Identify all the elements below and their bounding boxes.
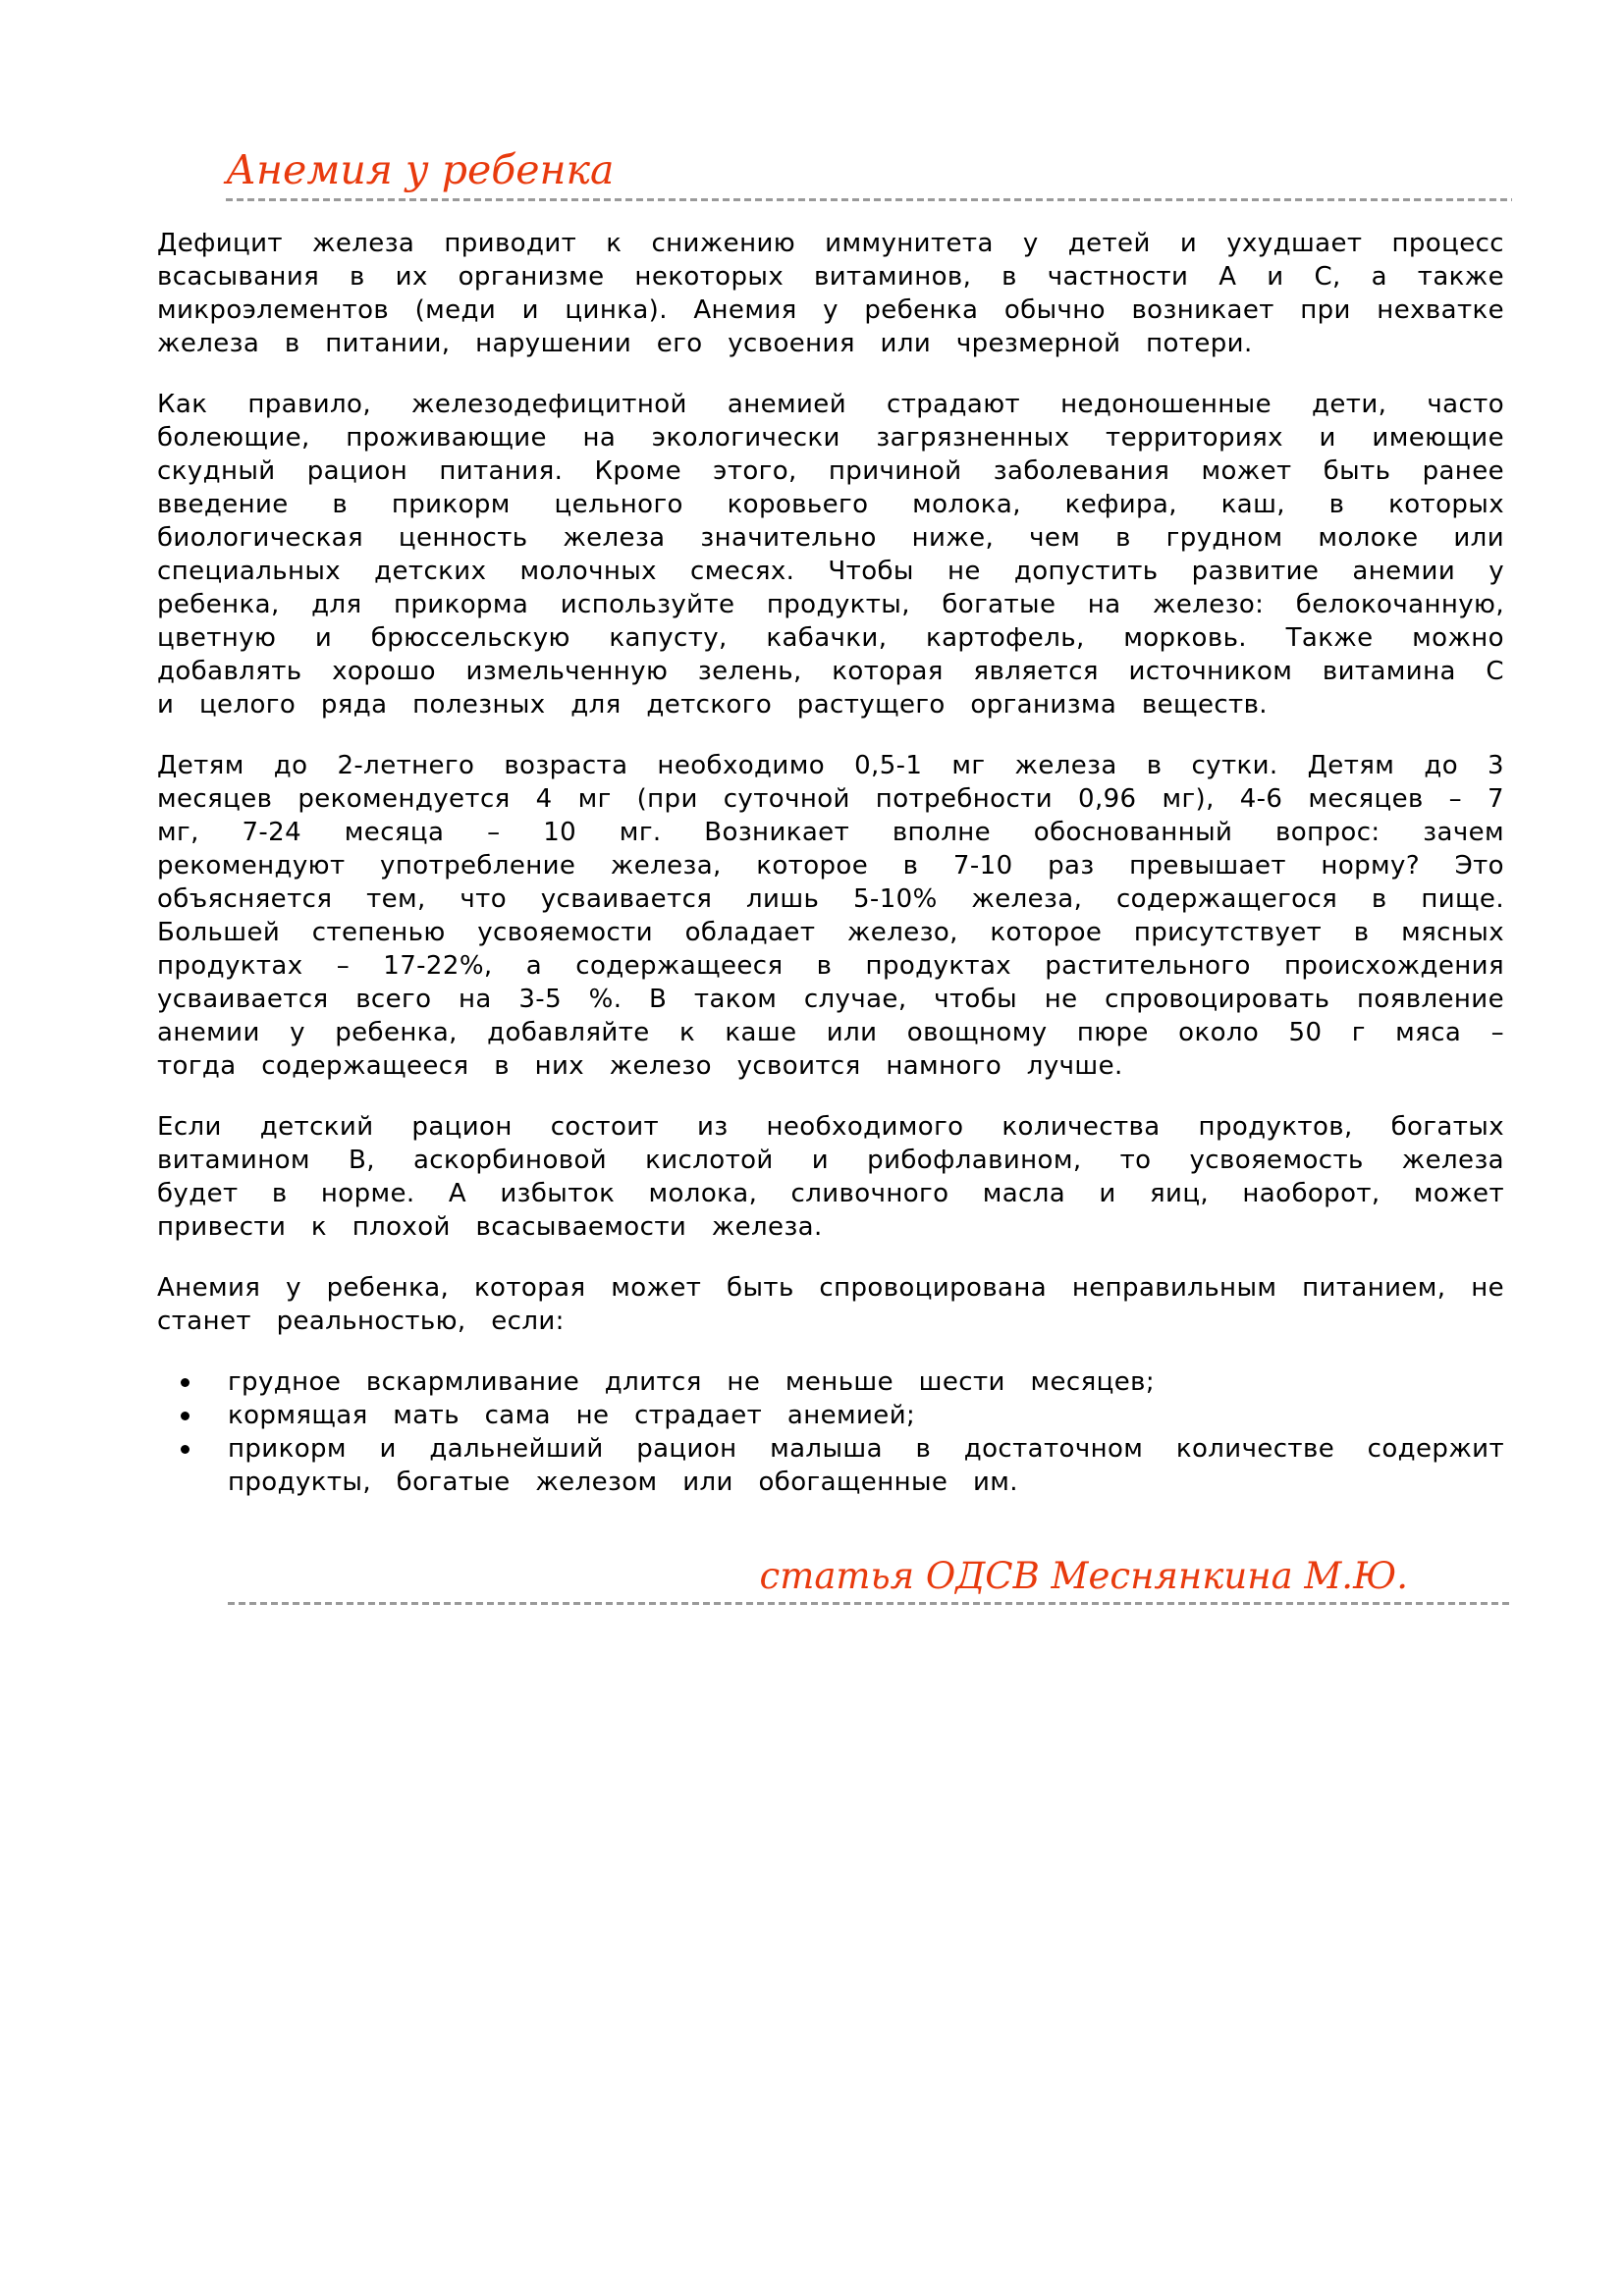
bullet-item (157, 1399, 1504, 1432)
bullet-dot-icon (181, 1412, 189, 1420)
bullet-item-text: кормящая мать сама не страдает анемией; (228, 1401, 916, 1430)
page-title: Анемия у ребенка (226, 146, 615, 193)
bullet-list (157, 1365, 1504, 1499)
title-underline-rule (226, 198, 1512, 201)
bullet-item (157, 1432, 1504, 1499)
author-signature: статья ОДСВ Меснянкина М.Ю. (759, 1555, 1408, 1597)
bullet-dot-icon (181, 1378, 189, 1387)
article-body (157, 227, 1504, 1499)
paragraph-5: Анемия у ребенка, которая может быть спровоцирована неправильным питанием, не станет реальностью, если: (157, 1273, 1504, 1336)
title-block (226, 143, 1512, 201)
paragraph-1: Дефицит железа приводит к снижению иммунитета у детей и ухудшает процесс всасывания в их организме некоторых витаминов, в частности А и С, а также микроэлементов (меди и цинка). Анемия у ребенка обычно возникает при нехватке железа в питании, нарушении его усвоения или чрезмерной потери. (157, 229, 1504, 358)
paragraph-2: Как правило, железодефицитной анемией страдают недоношенные дети, часто болеющие, проживающие на экологически загрязненных территориях и имеющие скудный рацион питания. Кроме этого, причиной заболевания может быть ранее введение в прикорм цельного коровьего молока, кефира, каш, в которых биологическая ценность железа значительно ниже, чем в грудном молоке или специальных детских молочных смесях. Чтобы не допустить развитие анемии у ребенка, для прикорма используйте продукты, богатые на железо: белокочанную, цветную и брюссельскую капусту, кабачки, картофель, морковь. Также можно добавлять хорошо измельченную зелень, которая является источником витамина С и целого ряда полезных для детского растущего организма веществ. (157, 390, 1504, 720)
paragraph-4: Если детский рацион состоит из необходимого количества продуктов, богатых витамином В, аскорбиновой кислотой и рибофлавином, то усвояемость железа будет в норме. А избыток молока, сливочного масла и яиц, наоборот, может привести к плохой всасываемости железа. (157, 1112, 1504, 1242)
signature-block (228, 1553, 1512, 1605)
bullet-item (157, 1365, 1504, 1399)
paragraph-3: Детям до 2-летнего возраста необходимо 0,5-1 мг железа в сутки. Детям до 3 месяцев рекомендуется 4 мг (при суточной потребности 0,96 мг), 4-6 месяцев – 7 мг, 7-24 месяца – 10 мг. Возникает вполне обоснованный вопрос: зачем рекомендуют употребление железа, которое в 7-10 раз превышает норму? Это объясняется тем, что усваивается лишь 5-10% железа, содержащегося в пище. Большей степенью усвояемости обладает железо, которое присутствует в мясных продуктах – 17-22%, а содержащееся в продуктах растительного происхождения усваивается всего на 3-5 %. В таком случае, чтобы не спровоцировать появление анемии у ребенка, добавляйте к каше или овощному пюре около 50 г мяса – тогда содержащееся в них железо усвоится намного лучше. (157, 751, 1504, 1081)
bullet-item-text: грудное вскармливание длится не меньше шести месяцев; (228, 1367, 1155, 1397)
signature-underline-rule (228, 1602, 1512, 1605)
bullet-item-text: прикорм и дальнейший рацион малыша в достаточном количестве содержит продукты, богатые железом или обогащенные им. (228, 1434, 1504, 1497)
bullet-dot-icon (181, 1445, 189, 1454)
